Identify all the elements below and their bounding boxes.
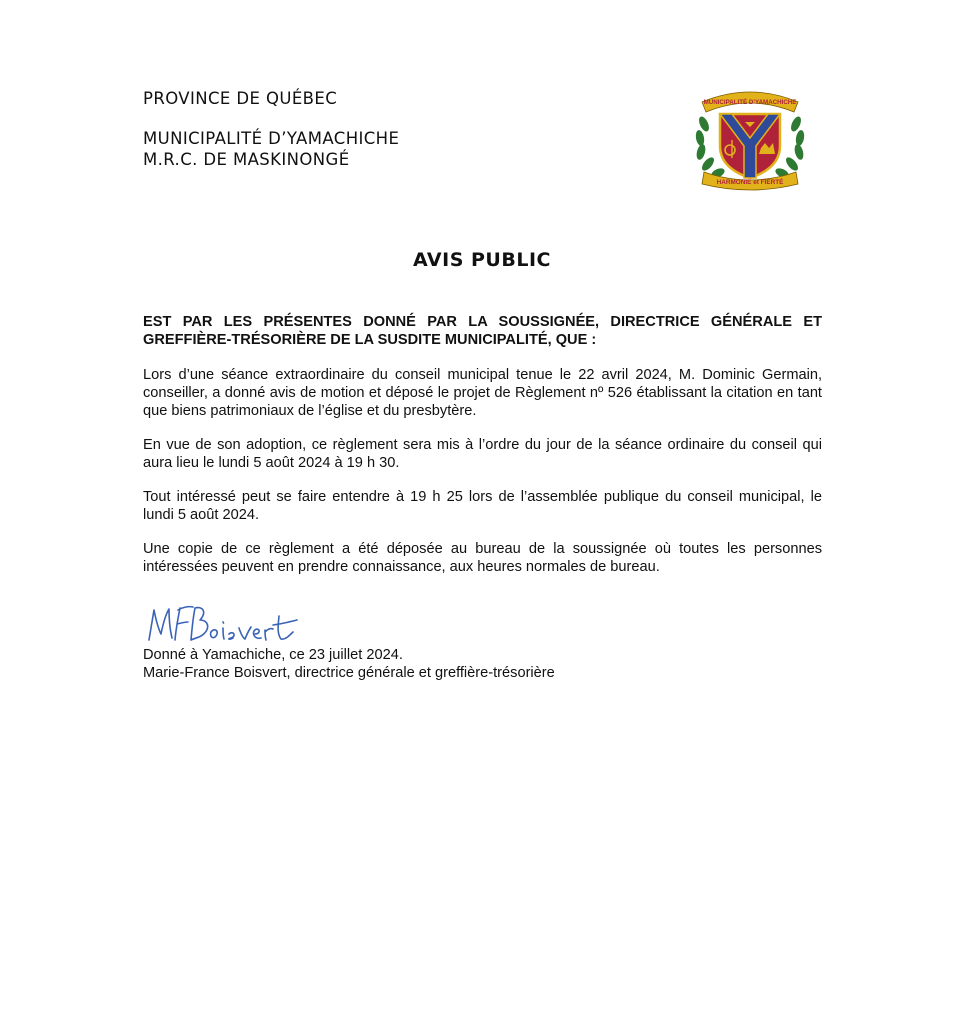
signatory-name-title: Marie-France Boisvert, directrice générale et greffière-trésorière — [143, 665, 555, 681]
crest-motto: HARMONIE et FIERTÉ — [716, 179, 784, 186]
handwritten-signature — [145, 598, 315, 650]
notice-intro: EST PAR LES PRÉSENTES DONNÉ PAR LA SOUSSIGNÉE, DIRECTRICE GÉNÉRALE ET GREFFIÈRE-TRÉSORIÈRE DE LA SUSDITE MUNICIPALITÉ, QUE : — [143, 314, 822, 348]
paragraph-copy-available: Une copie de ce règlement a été déposée au bureau de la soussignée où toutes les personnes intéressées peuvent en prendre connaissance, aux heures normales de bureau. — [143, 541, 822, 575]
signature-block — [143, 646, 555, 682]
municipality-line: MUNICIPALITÉ D’YAMACHICHE — [143, 129, 400, 148]
notice-title: AVIS PUBLIC — [413, 249, 551, 271]
place-and-date: Donné à Yamachiche, ce 23 juillet 2024. — [143, 647, 403, 663]
crest-top-text: MUNICIPALITÉ D’YAMACHICHE — [703, 99, 797, 106]
letterhead — [143, 88, 399, 170]
paragraph-adoption: En vue de son adoption, ce règlement sera mis à l’ordre du jour de la séance ordinaire du conseil qui aura lieu le lundi 5 août 2024 à 19 h 30. — [143, 437, 822, 471]
mrc-line: M.R.C. DE MASKINONGÉ — [143, 150, 350, 169]
paragraph-public-assembly: Tout intéressé peut se faire entendre à 19 h 25 lors de l’assemblée publique du conseil municipal, le lundi 5 août 2024. — [143, 489, 822, 523]
paragraph-motion: Lors d’une séance extraordinaire du conseil municipal tenue le 22 avril 2024, M. Dominic Germain, conseiller, a donné avis de motion et déposé le projet de Règlement nº 526 établissant la citation en tant que biens patrimoniaux de l’église et du presbytère. — [143, 367, 822, 419]
municipal-crest-logo — [690, 84, 810, 192]
notice-body — [143, 366, 822, 592]
province-line: PROVINCE DE QUÉBEC — [143, 89, 338, 108]
